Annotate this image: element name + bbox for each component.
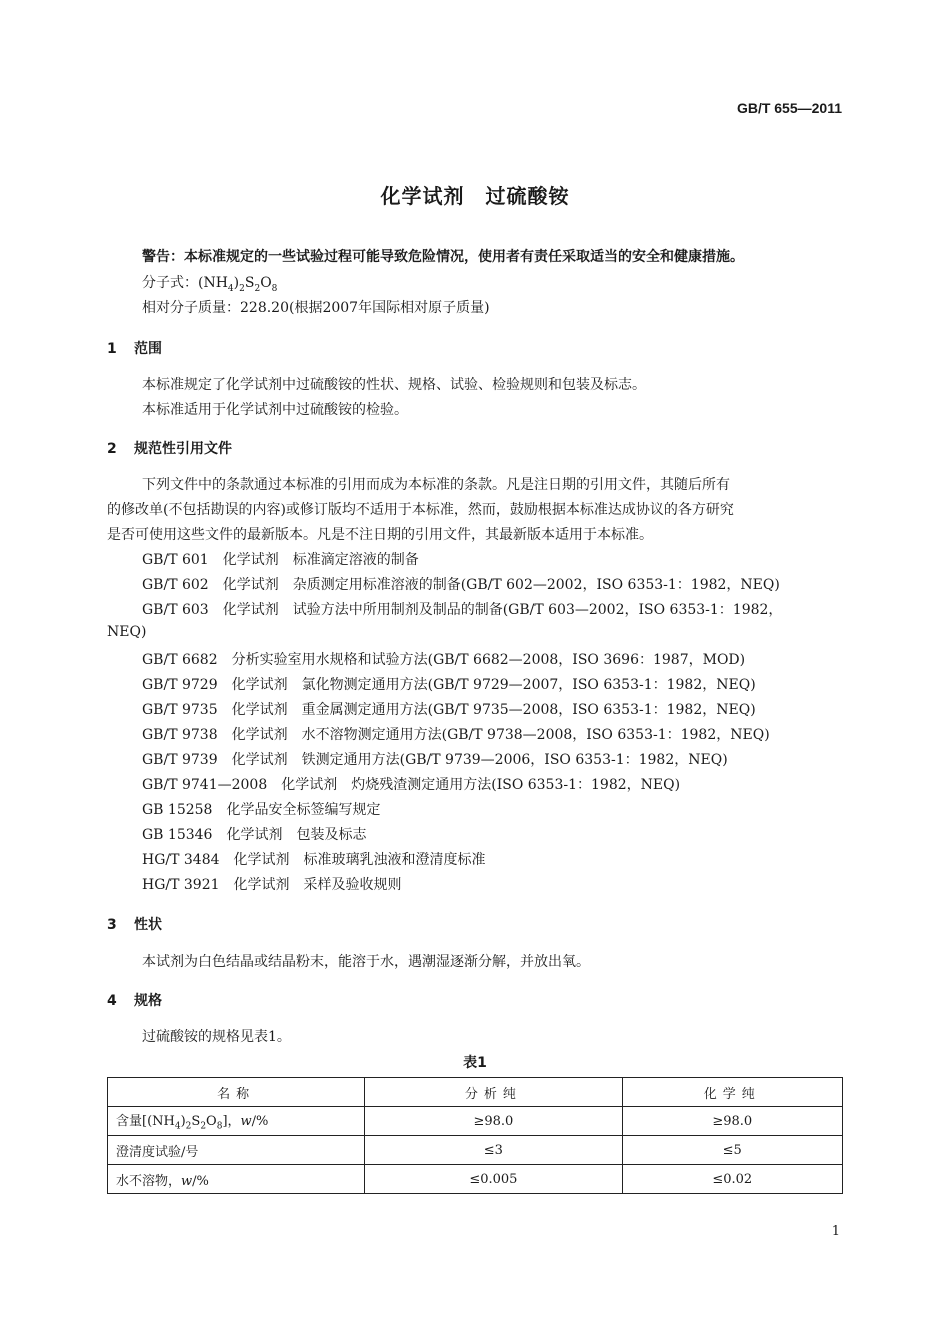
reference-item: GB/T 9738 化学试剂 水不溶物测定通用方法(GB/T 9738—2008，ISO 6353-1：1982，NEQ) bbox=[142, 727, 770, 743]
table-row bbox=[108, 1107, 843, 1136]
section-1-paragraph: 本标准规定了化学试剂中过硫酸铵的性状、规格、试验、检验规则和包装及标志。 bbox=[142, 377, 646, 393]
section-2-intro: 的修改单(不包括勘误的内容)或修订版均不适用于本标准，然而，鼓励根据本标准达成协议的各方研究 bbox=[107, 502, 734, 518]
reference-item: GB/T 9741—2008 化学试剂 灼烧残渣测定通用方法(ISO 6353-1：1982，NEQ) bbox=[142, 777, 681, 793]
page-number: 1 bbox=[831, 1224, 840, 1239]
table-cell-cp: ≤5 bbox=[622, 1136, 843, 1165]
table-cell-cp: ≥98.0 bbox=[622, 1107, 843, 1136]
table-cell-cp: ≤0.02 bbox=[622, 1165, 843, 1194]
reference-item: GB/T 601 化学试剂 标准滴定溶液的制备 bbox=[142, 552, 419, 568]
table-header-cp: 化学纯 bbox=[622, 1078, 843, 1107]
section-2-heading: 2 规范性引用文件 bbox=[107, 441, 232, 457]
section-3-heading: 3 性状 bbox=[107, 917, 162, 933]
section-2-intro: 是否可使用这些文件的最新版本。凡是不注日期的引用文件，其最新版本适用于本标准。 bbox=[107, 527, 653, 543]
reference-item: HG/T 3921 化学试剂 采样及验收规则 bbox=[142, 877, 402, 893]
table-cell-ar: ≥98.0 bbox=[365, 1107, 622, 1136]
reference-item: HG/T 3484 化学试剂 标准玻璃乳浊液和澄清度标准 bbox=[142, 852, 486, 868]
table-header-name: 名称 bbox=[108, 1078, 365, 1107]
section-1-heading: 1 范围 bbox=[107, 341, 162, 357]
reference-item: GB/T 602 化学试剂 杂质测定用标准溶液的制备(GB/T 602—2002，ISO 6353-1：1982，NEQ) bbox=[142, 577, 780, 593]
table-caption: 表1 bbox=[463, 1055, 487, 1071]
safety-warning: 警告：本标准规定的一些试验过程可能导致危险情况，使用者有责任采取适当的安全和健康措施。 bbox=[142, 249, 744, 265]
reference-item: GB 15258 化学品安全标签编写规定 bbox=[142, 802, 381, 818]
section-4-paragraph: 过硫酸铵的规格见表1。 bbox=[142, 1029, 291, 1045]
reference-item-continued: NEQ) bbox=[107, 624, 147, 640]
reference-item: GB/T 9735 化学试剂 重金属测定通用方法(GB/T 9735—2008，ISO 6353-1：1982，NEQ) bbox=[142, 702, 756, 718]
specification-table bbox=[107, 1077, 843, 1194]
reference-item: GB/T 9739 化学试剂 铁测定通用方法(GB/T 9739—2006，ISO 6353-1：1982，NEQ) bbox=[142, 752, 728, 768]
table-row bbox=[108, 1165, 843, 1194]
section-3-paragraph: 本试剂为白色结晶或结晶粉末，能溶于水，遇潮湿逐渐分解，并放出氧。 bbox=[142, 954, 590, 970]
table-cell-ar: ≤0.005 bbox=[365, 1165, 622, 1194]
reference-item: GB 15346 化学试剂 包装及标志 bbox=[142, 827, 367, 843]
molar-mass: 相对分子质量：228.20(根据2007年国际相对原子质量) bbox=[142, 300, 490, 316]
document-title: 化学试剂 过硫酸铵 bbox=[380, 184, 570, 208]
table-cell-ar: ≤3 bbox=[365, 1136, 622, 1165]
reference-item: GB/T 9729 化学试剂 氯化物测定通用方法(GB/T 9729—2007，ISO 6353-1：1982，NEQ) bbox=[142, 677, 756, 693]
table-header-row bbox=[108, 1078, 843, 1107]
section-1-paragraph: 本标准适用于化学试剂中过硫酸铵的检验。 bbox=[142, 402, 408, 418]
table-cell-name: 水不溶物，w/% bbox=[108, 1165, 365, 1194]
reference-item: GB/T 6682 分析实验室用水规格和试验方法(GB/T 6682—2008，ISO 3696：1987，MOD) bbox=[142, 652, 746, 668]
section-2-intro: 下列文件中的条款通过本标准的引用而成为本标准的条款。凡是注日期的引用文件，其随后所有 bbox=[142, 477, 730, 493]
reference-item: GB/T 603 化学试剂 试验方法中所用制剂及制品的制备(GB/T 603—2002，ISO 6353-1：1982， bbox=[142, 602, 783, 618]
table-cell-name: 澄清度试验/号 bbox=[108, 1136, 365, 1165]
table-header-ar: 分析纯 bbox=[365, 1078, 622, 1107]
standard-number: GB/T 655—2011 bbox=[736, 100, 842, 116]
section-4-heading: 4 规格 bbox=[107, 993, 162, 1009]
table-cell-name: 含量$[(NH_4)_2S_2O_8]$，w/% bbox=[108, 1107, 365, 1136]
table-row bbox=[108, 1136, 843, 1165]
molecular-formula: 分子式：$(NH_4)_2S_2O_8$ bbox=[142, 275, 278, 294]
